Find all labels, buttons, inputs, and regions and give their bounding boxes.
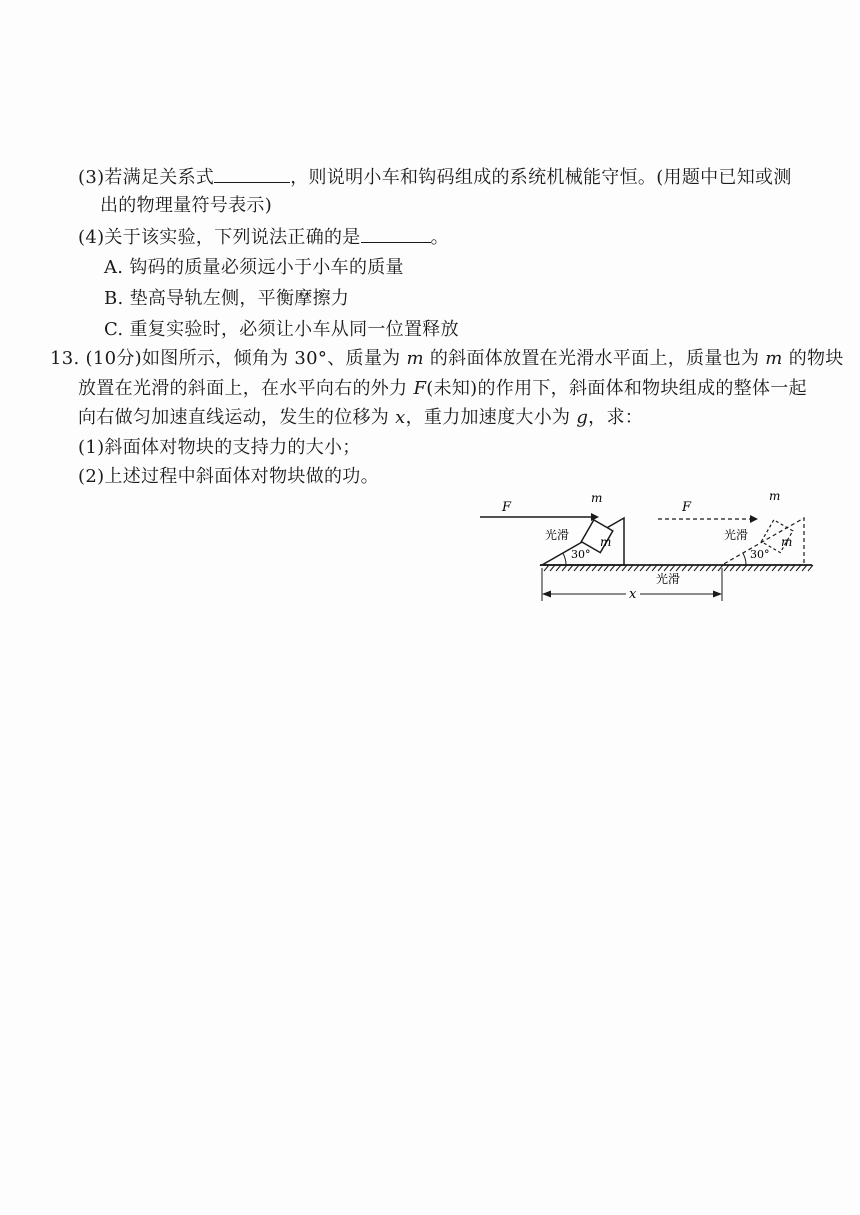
part4-line	[78, 224, 449, 251]
option-b: B. 垫高导轨左侧，平衡摩擦力	[104, 288, 350, 309]
q13-line3-b: ，重力加速度大小为	[405, 407, 571, 428]
hatch-stroke	[688, 565, 693, 571]
hatch-stroke	[622, 565, 627, 571]
q13-mass-symbol-2: m	[765, 348, 783, 369]
option-a: A. 钩码的质量必须远小于小车的质量	[104, 257, 404, 278]
q13-force-symbol: F	[413, 378, 427, 399]
displacement-arrowhead-left	[542, 591, 551, 598]
ground-hatching	[544, 565, 813, 571]
q13-displacement-symbol: x	[395, 407, 406, 428]
hatch-stroke	[640, 565, 645, 571]
option-c: C. 重复实验时，必须让小车从同一位置释放	[104, 319, 459, 340]
hatch-stroke	[784, 565, 789, 571]
q13-mass-symbol: m	[406, 348, 424, 369]
hatch-stroke	[670, 565, 675, 571]
hatch-stroke	[796, 565, 801, 571]
hatch-stroke	[802, 565, 807, 571]
hatch-stroke	[586, 565, 591, 571]
hatch-stroke	[772, 565, 777, 571]
q13-line1-a: 13. (10分)如图所示，倾角为 30°、质量为	[50, 348, 401, 369]
force-arrowhead-right	[750, 515, 758, 523]
q13-line2-b: (未知)的作用下，斜面体和物块组成的整体一起	[426, 378, 807, 399]
hatch-stroke	[562, 565, 567, 571]
ground-smooth-label: 光滑	[656, 572, 681, 586]
incline-figure	[478, 488, 818, 608]
hatch-stroke	[724, 565, 729, 571]
hatch-stroke	[634, 565, 639, 571]
part4-suffix: 。	[430, 227, 449, 248]
hatch-stroke	[748, 565, 753, 571]
q13-line2	[78, 376, 807, 402]
hatch-stroke	[556, 565, 561, 571]
hatch-stroke	[598, 565, 603, 571]
q13-line3-c: ，求：	[588, 407, 644, 428]
part3-suffix: ，则说明小车和钩码组成的系统机械能守恒。(用题中已知或测	[290, 167, 792, 188]
hatch-stroke	[616, 565, 621, 571]
hatch-stroke	[658, 565, 663, 571]
wedge-mass-right: m	[781, 535, 793, 549]
hatch-stroke	[754, 565, 759, 571]
q13-gravity-symbol: g	[576, 407, 589, 428]
displacement-arrowhead-right	[713, 591, 722, 598]
angle-arc-left	[563, 553, 566, 565]
hatch-stroke	[736, 565, 741, 571]
smooth-label-left: 光滑	[545, 528, 570, 542]
hatch-stroke	[664, 565, 669, 571]
block-mass-left: m	[591, 491, 603, 505]
hatch-stroke	[544, 565, 549, 571]
hatch-stroke	[568, 565, 573, 571]
q13-line2-a: 放置在光滑的斜面上，在水平向右的外力	[78, 378, 408, 399]
hatch-stroke	[652, 565, 657, 571]
smooth-label-right: 光滑	[724, 528, 749, 542]
hatch-stroke	[790, 565, 795, 571]
q13-sub1: (1)斜面体对物块的支持力的大小；	[78, 437, 361, 458]
hatch-stroke	[808, 565, 813, 571]
hatch-stroke	[760, 565, 765, 571]
part3-prefix: (3)若满足关系式	[78, 167, 215, 188]
angle-arc-right	[743, 553, 746, 565]
q13-sub2: (2)上述过程中斜面体对物块做的功。	[78, 466, 379, 487]
hatch-stroke	[700, 565, 705, 571]
hatch-stroke	[694, 565, 699, 571]
angle-label-right: 30°	[750, 548, 770, 561]
hatch-stroke	[574, 565, 579, 571]
hatch-stroke	[592, 565, 597, 571]
hatch-stroke	[676, 565, 681, 571]
angle-label-left: 30°	[571, 548, 591, 561]
hatch-stroke	[706, 565, 711, 571]
hatch-stroke	[682, 565, 687, 571]
hatch-stroke	[580, 565, 585, 571]
hatch-stroke	[730, 565, 735, 571]
force-label-left: F	[502, 500, 512, 515]
hatch-stroke	[604, 565, 609, 571]
hatch-stroke	[610, 565, 615, 571]
q13-line1-b: 的斜面体放置在光滑水平面上，质量也为	[429, 348, 760, 369]
part4-prefix: (4)关于该实验，下列说法正确的是	[78, 227, 361, 248]
hatch-stroke	[628, 565, 633, 571]
part3-continuation: 出的物理量符号表示)	[100, 195, 273, 216]
part4-answer-blank[interactable]	[361, 224, 431, 243]
hatch-stroke	[766, 565, 771, 571]
displacement-label: x	[629, 587, 637, 602]
part3-line	[78, 164, 792, 191]
block-mass-right: m	[769, 489, 781, 503]
hatch-stroke	[646, 565, 651, 571]
q13-line1	[50, 346, 844, 372]
hatch-stroke	[712, 565, 717, 571]
hatch-stroke	[550, 565, 555, 571]
hatch-stroke	[742, 565, 747, 571]
force-label-right: F	[682, 500, 692, 515]
wedge-mass-left: m	[600, 535, 612, 549]
q13-line3-a: 向右做匀加速直线运动，发生的位移为	[78, 407, 390, 428]
q13-line1-c: 的物块	[788, 348, 844, 369]
q13-line3	[78, 405, 643, 431]
hatch-stroke	[778, 565, 783, 571]
part3-answer-blank[interactable]	[214, 164, 290, 183]
